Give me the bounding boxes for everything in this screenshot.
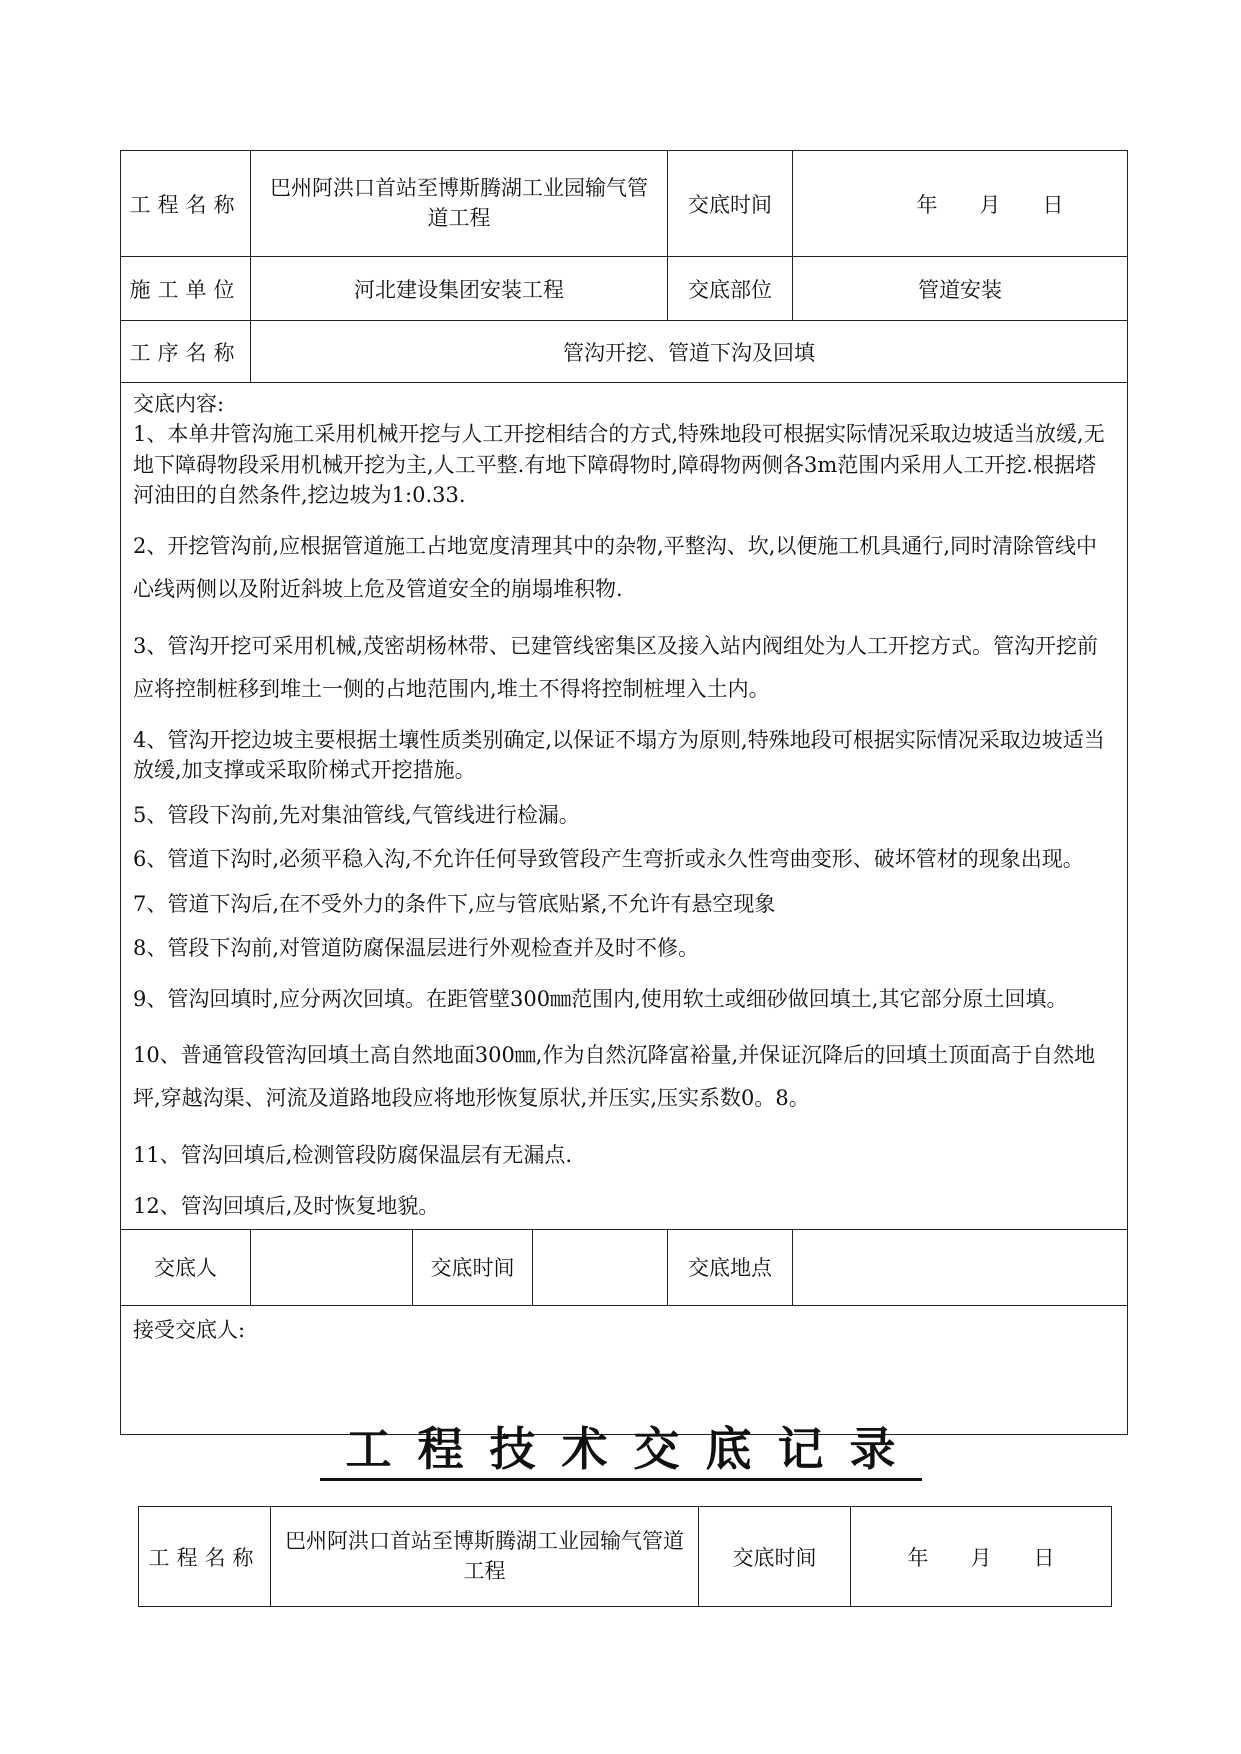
project-name-value: 巴州阿洪口首站至博斯腾湖工业园输气管道工程: [251, 151, 668, 257]
construction-unit-label: 施工单位: [121, 257, 251, 321]
content-item-4: 4、管沟开挖边坡主要根据土壤性质类别确定,以保证不塌方为原则,特殊地段可根据实际情况采取边坡适当放缓,加支撑或采取阶梯式开挖措施。: [133, 727, 1105, 783]
content-item-2: 2、开挖管沟前,应根据管道施工占地宽度清理其中的杂物,平整沟、坎,以便施工机具通行,同时清除管线中心线两侧以及附近斜坡上危及管道安全的崩塌堆积物.: [133, 533, 1098, 601]
handover-date-field-2[interactable]: 年 月 日: [851, 1507, 1112, 1607]
content-item-7: 7、管道下沟后,在不受外力的条件下,应与管底贴紧,不允许有悬空现象: [133, 891, 776, 916]
handover-time-label: 交底时间: [668, 151, 793, 257]
handover-time-label-3: 交底时间: [699, 1507, 851, 1607]
content-item-3: 3、管沟开挖可采用机械,茂密胡杨林带、已建管线密集区及接入站内阀组处为人工开挖方式。管沟开挖前应将控制桩移到堆土一侧的占地范围内,堆土不得将控制桩埋入土内。: [133, 633, 1099, 701]
handover-place-label: 交底地点: [668, 1229, 793, 1305]
handover-person-label: 交底人: [121, 1229, 251, 1305]
handover-content: [121, 383, 1128, 1230]
handover-date-field[interactable]: 年 月 日: [793, 151, 1128, 257]
handover-time-label-2: 交底时间: [413, 1229, 533, 1305]
content-item-6: 6、管道下沟时,必须平稳入沟,不允许任何导致管段产生弯折或永久性弯曲变形、破坏管材的现象出现。: [133, 847, 1084, 872]
content-item-9: 9、管沟回填时,应分两次回填。在距管壁300㎜范围内,使用软土或细砂做回填土,其它部分原土回填。: [133, 986, 1068, 1011]
second-record-table: [138, 1506, 1112, 1607]
receiver-label: 接受交底人:: [133, 1317, 246, 1342]
handover-person-field[interactable]: [251, 1229, 413, 1305]
handover-time-field[interactable]: [533, 1229, 668, 1305]
process-name-label: 工序名称: [121, 321, 251, 383]
content-label: 交底内容:: [133, 392, 225, 416]
handover-place-field[interactable]: [793, 1229, 1128, 1305]
handover-record-table: [120, 150, 1128, 1435]
project-name-value-2: 巴州阿洪口首站至博斯腾湖工业园输气管道工程: [271, 1507, 699, 1607]
construction-unit-value: 河北建设集团安装工程: [251, 257, 668, 321]
project-name-label: 工程名称: [121, 151, 251, 257]
document-title: 工程技术交底记录: [0, 1413, 1241, 1479]
content-item-8: 8、管段下沟前,对管道防腐保温层进行外观检查并及时不修。: [133, 936, 700, 961]
handover-part-value: 管道安装: [793, 257, 1128, 321]
content-item-12: 12、管沟回填后,及时恢复地貌。: [133, 1193, 440, 1218]
content-item-5: 5、管段下沟前,先对集油管线,气管线进行检漏。: [133, 802, 580, 827]
content-item-11: 11、管沟回填后,检测管段防腐保温层有无漏点.: [133, 1143, 573, 1168]
content-item-1: 1、本单井管沟施工采用机械开挖与人工开挖相结合的方式,特殊地段可根据实际情况采取边坡适当放缓,无地下障碍物段采用机械开挖为主,人工平整.有地下障碍物时,障碍物两侧各3m范围内采用人工开挖.根据塔河油田的自然条件,挖边坡为1:0.33.: [133, 422, 1105, 508]
process-name-value: 管沟开挖、管道下沟及回填: [251, 321, 1128, 383]
project-name-label-2: 工程名称: [139, 1507, 271, 1607]
content-item-10: 10、普通管段管沟回填土高自然地面300㎜,作为自然沉降富裕量,并保证沉降后的回填土顶面高于自然地坪,穿越沟渠、河流及道路地段应将地形恢复原状,并压实,压实系数0。8。: [133, 1043, 1096, 1111]
handover-part-label: 交底部位: [668, 257, 793, 321]
